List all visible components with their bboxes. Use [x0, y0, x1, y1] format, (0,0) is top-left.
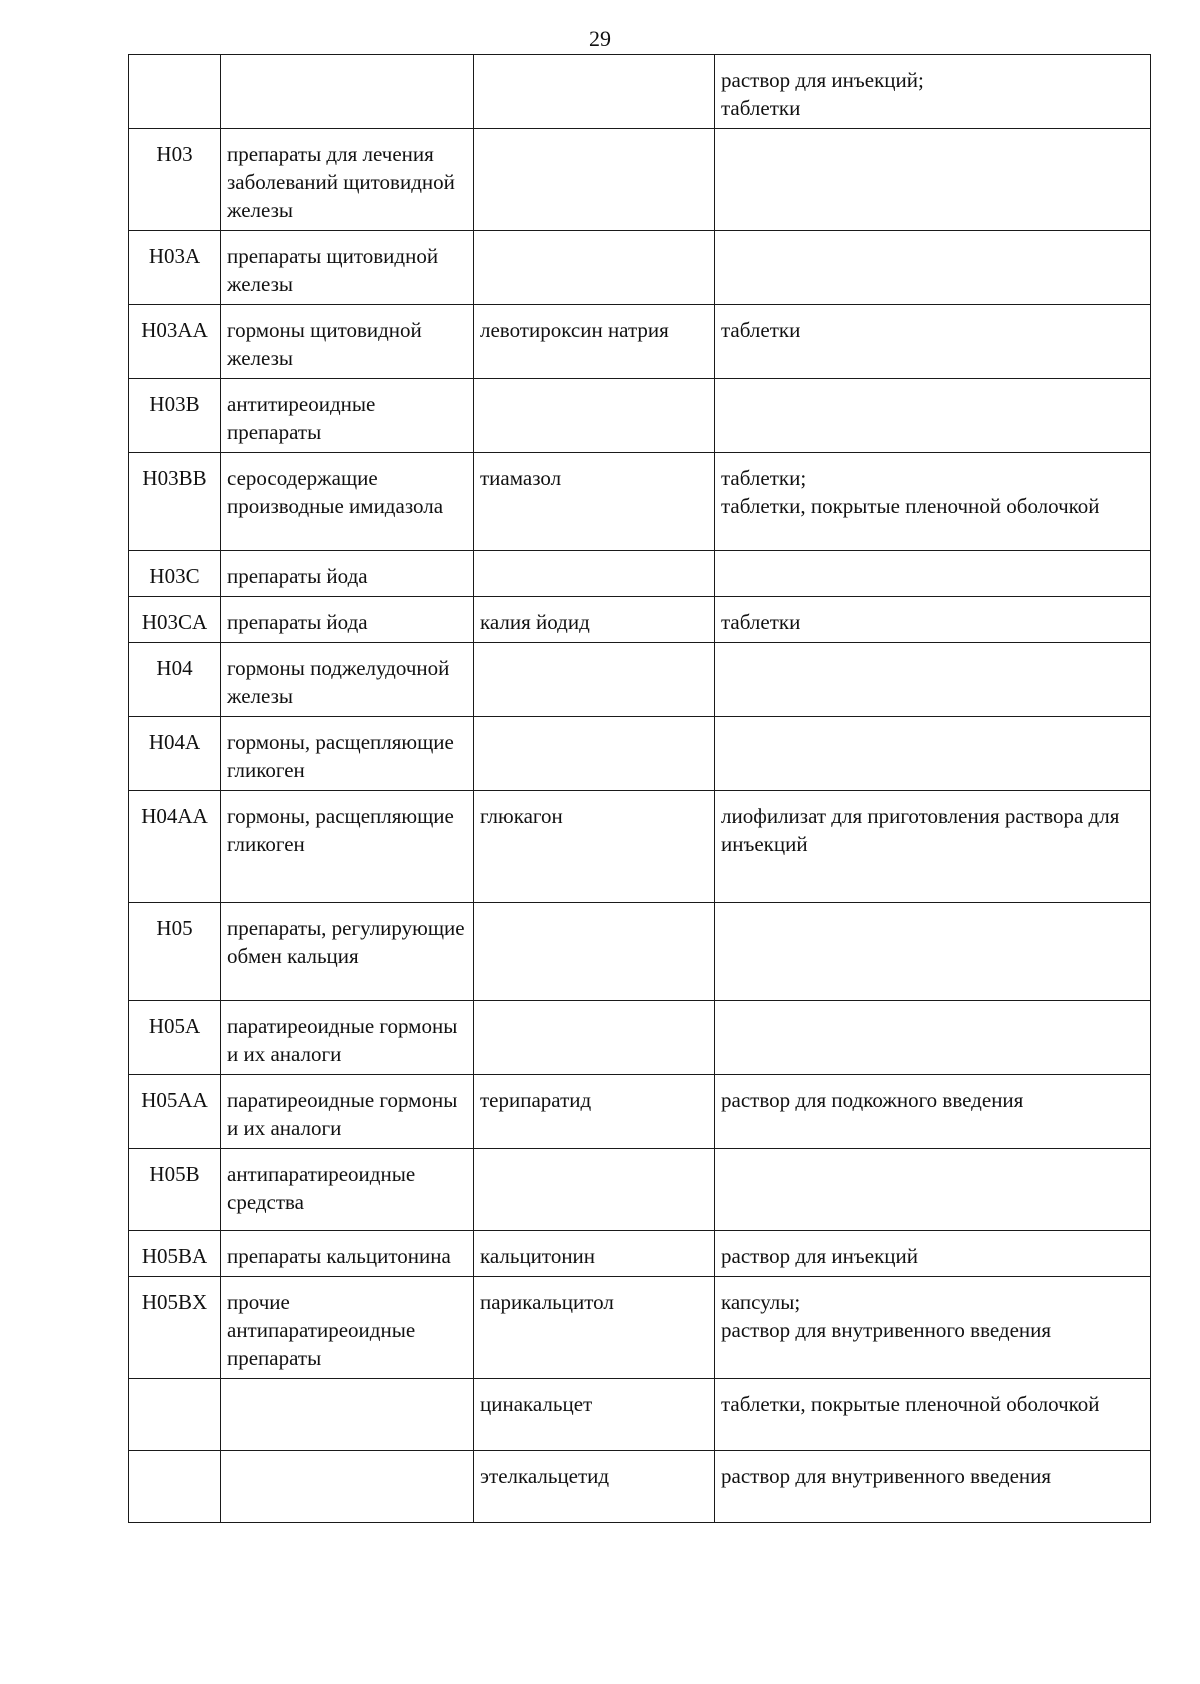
- substance-name-cell: [474, 379, 715, 453]
- dosage-forms-cell: [715, 1001, 1151, 1075]
- substance-name-cell: левотироксин натрия: [474, 305, 715, 379]
- table-row: [129, 379, 1151, 453]
- atc-code-cell: [129, 55, 221, 129]
- atc-code-cell: H03: [129, 129, 221, 231]
- dosage-forms-cell: [715, 129, 1151, 231]
- dosage-forms-cell: [715, 1451, 1151, 1523]
- dosage-form-line: таблетки, покрытые пленочной оболочкой: [721, 1392, 1100, 1416]
- atc-code-cell: H03CA: [129, 597, 221, 643]
- pharmacological-group-cell: гормоны щитовидной железы: [221, 305, 474, 379]
- dosage-forms-cell: [715, 55, 1151, 129]
- dosage-forms-cell: [715, 305, 1151, 379]
- pharmacological-group-cell: прочие антипаратиреоидные препараты: [221, 1277, 474, 1379]
- dosage-forms-cell: [715, 453, 1151, 551]
- pharmacological-group-cell: гормоны поджелудочной железы: [221, 643, 474, 717]
- dosage-forms-cell: [715, 791, 1151, 903]
- substance-name-cell: [474, 717, 715, 791]
- pharmacological-group-cell: паратиреоидные гормоны и их аналоги: [221, 1075, 474, 1149]
- substance-name-cell: [474, 231, 715, 305]
- dosage-forms-cell: [715, 1379, 1151, 1451]
- table-row: [129, 55, 1151, 129]
- dosage-forms-cell: [715, 717, 1151, 791]
- pharmacological-group-cell: препараты щитовидной железы: [221, 231, 474, 305]
- table-row: [129, 643, 1151, 717]
- table-row: [129, 1001, 1151, 1075]
- atc-code-cell: H05A: [129, 1001, 221, 1075]
- pharmacological-group-cell: препараты, регулирующие обмен кальция: [221, 903, 474, 1001]
- atc-code-cell: H03BB: [129, 453, 221, 551]
- pharmacological-group-cell: препараты для лечения заболеваний щитовидной железы: [221, 129, 474, 231]
- dosage-form-line: лиофилизат для приготовления раствора для инъекций: [721, 804, 1120, 856]
- dosage-form-line: раствор для подкожного введения: [721, 1088, 1024, 1112]
- atc-code-cell: H04: [129, 643, 221, 717]
- atc-code-cell: H05BA: [129, 1231, 221, 1277]
- atc-drug-table: [128, 54, 1151, 1523]
- dosage-forms-cell: [715, 643, 1151, 717]
- substance-name-cell: [474, 551, 715, 597]
- dosage-form-line: раствор для инъекций;: [721, 68, 924, 92]
- table-row: [129, 597, 1151, 643]
- pharmacological-group-cell: серосодержащие производные имидазола: [221, 453, 474, 551]
- dosage-form-line: таблетки: [721, 318, 801, 342]
- table-row: [129, 231, 1151, 305]
- pharmacological-group-cell: антипаратиреоидные средства: [221, 1149, 474, 1231]
- dosage-form-line: раствор для инъекций: [721, 1244, 918, 1268]
- table-row: [129, 717, 1151, 791]
- atc-code-cell: H03A: [129, 231, 221, 305]
- atc-code-cell: H05B: [129, 1149, 221, 1231]
- dosage-form-line: таблетки: [721, 610, 801, 634]
- pharmacological-group-cell: препараты йода: [221, 551, 474, 597]
- substance-name-cell: тиамазол: [474, 453, 715, 551]
- dosage-forms-cell: [715, 551, 1151, 597]
- table-row: [129, 305, 1151, 379]
- table-row: [129, 1451, 1151, 1523]
- table-row: [129, 551, 1151, 597]
- table-row: [129, 791, 1151, 903]
- pharmacological-group-cell: гормоны, расщепляющие гликоген: [221, 717, 474, 791]
- table-row: [129, 903, 1151, 1001]
- substance-name-cell: [474, 55, 715, 129]
- pharmacological-group-cell: паратиреоидные гормоны и их аналоги: [221, 1001, 474, 1075]
- dosage-forms-cell: [715, 1149, 1151, 1231]
- dosage-form-line: раствор для внутривенного введения: [721, 1318, 1052, 1342]
- dosage-form-line: раствор для внутривенного введения: [721, 1464, 1052, 1488]
- substance-name-cell: [474, 1001, 715, 1075]
- atc-code-cell: [129, 1379, 221, 1451]
- substance-name-cell: терипаратид: [474, 1075, 715, 1149]
- substance-name-cell: [474, 903, 715, 1001]
- table-row: [129, 1149, 1151, 1231]
- table-row: [129, 1379, 1151, 1451]
- substance-name-cell: кальцитонин: [474, 1231, 715, 1277]
- substance-name-cell: глюкагон: [474, 791, 715, 903]
- table-row: [129, 1277, 1151, 1379]
- pharmacological-group-cell: препараты йода: [221, 597, 474, 643]
- substance-name-cell: [474, 643, 715, 717]
- dosage-form-line: таблетки, покрытые пленочной оболочкой: [721, 494, 1100, 518]
- dosage-forms-cell: [715, 903, 1151, 1001]
- atc-code-cell: H05AA: [129, 1075, 221, 1149]
- table-row: [129, 1075, 1151, 1149]
- dosage-form-line: капсулы;: [721, 1290, 801, 1314]
- substance-name-cell: [474, 1149, 715, 1231]
- atc-code-cell: [129, 1451, 221, 1523]
- dosage-forms-cell: [715, 1075, 1151, 1149]
- atc-code-cell: H05: [129, 903, 221, 1001]
- atc-code-cell: H03B: [129, 379, 221, 453]
- table-row: [129, 1231, 1151, 1277]
- substance-name-cell: цинакальцет: [474, 1379, 715, 1451]
- table-row: [129, 129, 1151, 231]
- atc-code-cell: H05BX: [129, 1277, 221, 1379]
- substance-name-cell: [474, 129, 715, 231]
- atc-code-cell: H04A: [129, 717, 221, 791]
- atc-code-cell: H03C: [129, 551, 221, 597]
- dosage-form-line: таблетки;: [721, 466, 807, 490]
- table-row: [129, 453, 1151, 551]
- substance-name-cell: этелкальцетид: [474, 1451, 715, 1523]
- dosage-forms-cell: [715, 597, 1151, 643]
- atc-code-cell: H04AA: [129, 791, 221, 903]
- pharmacological-group-cell: [221, 55, 474, 129]
- dosage-forms-cell: [715, 1277, 1151, 1379]
- pharmacological-group-cell: антитиреоидные препараты: [221, 379, 474, 453]
- dosage-forms-cell: [715, 379, 1151, 453]
- pharmacological-group-cell: препараты кальцитонина: [221, 1231, 474, 1277]
- substance-name-cell: калия йодид: [474, 597, 715, 643]
- page-number: 29: [589, 26, 611, 51]
- pharmacological-group-cell: гормоны, расщепляющие гликоген: [221, 791, 474, 903]
- dosage-form-line: таблетки: [721, 96, 801, 120]
- dosage-forms-cell: [715, 231, 1151, 305]
- dosage-forms-cell: [715, 1231, 1151, 1277]
- pharmacological-group-cell: [221, 1379, 474, 1451]
- substance-name-cell: парикальцитол: [474, 1277, 715, 1379]
- pharmacological-group-cell: [221, 1451, 474, 1523]
- atc-code-cell: H03AA: [129, 305, 221, 379]
